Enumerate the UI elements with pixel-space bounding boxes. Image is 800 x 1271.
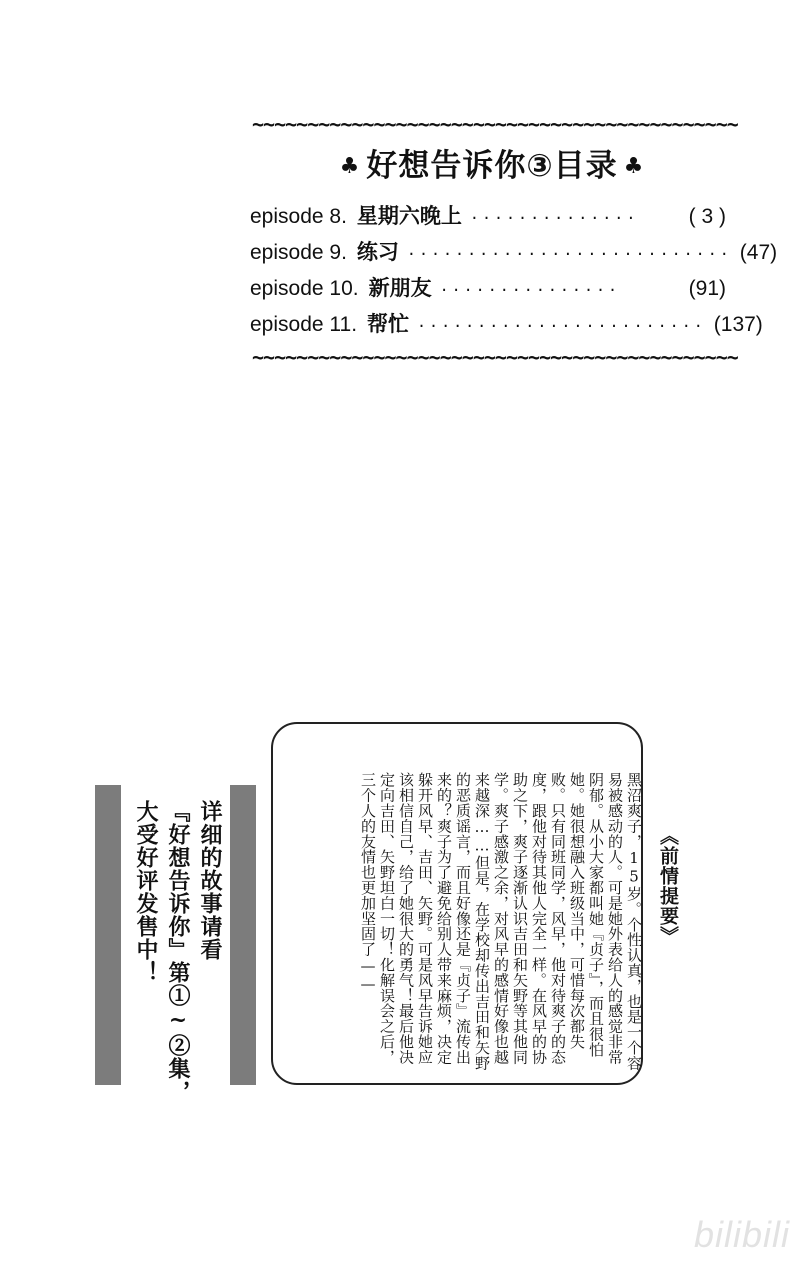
page-number: ( 3 ): [688, 205, 726, 228]
episode-number: episode 11.: [250, 313, 358, 336]
ad-line-2: 『好想告诉你』第①~②集，: [165, 800, 191, 1103]
club-icon: ♣: [623, 154, 645, 179]
gray-bar-left: [95, 785, 121, 1085]
episode-title: 练习: [356, 240, 399, 264]
toc-title: [312, 140, 672, 184]
page-number: (47): [739, 241, 778, 264]
toc-entry: [250, 200, 726, 236]
toc-list: [250, 200, 778, 344]
toc-title-text: 好想告诉你③目录: [366, 148, 618, 184]
episode-number: episode 8.: [250, 205, 347, 228]
bilibili-watermark-logo: bilibili: [694, 1214, 791, 1255]
toc-entry: [250, 236, 778, 272]
club-icon: ♣: [339, 154, 361, 179]
toc-entry: [250, 272, 726, 308]
episode-number: episode 10.: [250, 277, 359, 300]
wave-divider-top: ~~~~~~~~~~~~~~~~~~~~~~~~~~~~~~~~~~~~~~~~~~~~: [252, 112, 738, 136]
leader-dots: ···············: [439, 281, 621, 299]
recap-body: 黑沼爽子，15岁。个性认真，也是一个容易被感动的人。可是她外表给人的感觉非常阴郁。从小大家都叫她『贞子』，而且很怕她。她很想融入班级当中，可惜每次都失败。只有同班同学，风早，他对待爽子的态度，跟他对待其他人完全一样。在风早的协助之下，爽子逐渐认识吉田和矢野等其他同学。爽子感激之余，对风早的感情好像也越来越深……但是，在学校却传出吉田和矢野的恶质谣言，而且好像还是『贞子』流传出来的？爽子为了避免给别人带来麻烦，决定躲开风早、吉田、矢野。可是风早告诉她应该相信自己，给了她很大的勇气！最后他决定向吉田、矢野坦白一切！化解误会之后，三个人的友情也更加坚固了——: [359, 772, 643, 1071]
episode-title: 帮忙: [367, 312, 410, 336]
toc-entry: [250, 308, 763, 344]
leader-dots: ··············: [469, 209, 639, 227]
wave-divider-bottom: ~~~~~~~~~~~~~~~~~~~~~~~~~~~~~~~~~~~~~~~~~~~~: [252, 345, 738, 369]
episode-number: episode 9.: [250, 241, 347, 264]
episode-title: 星期六晚上: [356, 204, 462, 228]
ad-line-3: 大受好评发售中！: [133, 800, 159, 984]
episode-title: 新朋友: [368, 276, 432, 300]
page-number: (91): [688, 277, 726, 300]
page-number: (137): [713, 313, 763, 336]
ad-line-1: 详细的故事请看: [197, 800, 223, 961]
leader-dots: ························: [417, 317, 706, 335]
gray-bar-right: [230, 785, 256, 1085]
leader-dots: ···························: [406, 245, 732, 263]
recap-title: 《前情提要》: [657, 826, 679, 946]
